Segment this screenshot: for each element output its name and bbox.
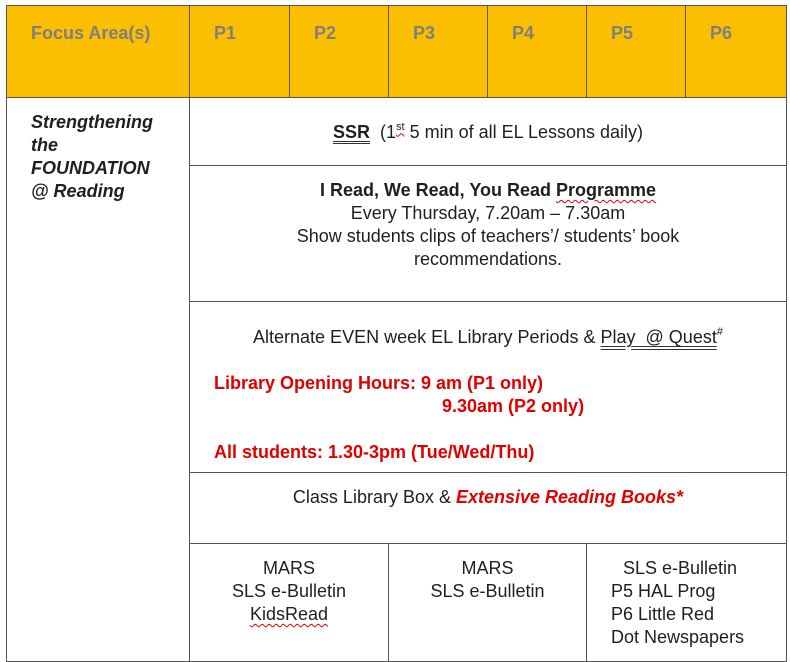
programme-title-b: Programme: [556, 180, 657, 200]
header-p3: P3: [389, 6, 488, 98]
extensive-reading: Extensive Reading Books*: [455, 487, 684, 507]
library-hours-p2: 9.30am (P2 only): [442, 396, 585, 416]
programme-title-a: I Read, We Read, You Read: [319, 180, 557, 200]
header-row: [7, 6, 787, 98]
resource-item: MARS: [262, 558, 315, 578]
header-p6: P6: [686, 6, 787, 98]
programme-description: Show students clips of teachers’/ students’ book: [296, 226, 680, 246]
focus-line: @ Reading: [31, 181, 125, 201]
header-focus-area: Focus Area(s): [7, 6, 190, 98]
programme-cell: [190, 166, 787, 302]
header-p1: P1: [190, 6, 290, 98]
play-at-quest: Play @ Quest: [600, 327, 717, 347]
programme-title: [190, 179, 786, 202]
ssr-open: (1: [369, 121, 396, 142]
class-box-label: Class Library Box &: [292, 487, 456, 507]
library-all-students: All students: 1.30-3pm (Tue/Wed/Thu): [214, 442, 535, 462]
resource-item: P6 Little Red: [611, 604, 715, 624]
ssr-rest: 5 min of all EL Lessons daily): [404, 121, 644, 142]
programme-description-2: recommendations.: [413, 249, 563, 269]
library-sup: #: [716, 326, 723, 338]
class-box-cell: [190, 473, 787, 544]
reading-programme-table: [6, 5, 787, 662]
library-opening-hours: Library Opening Hours: 9 am (P1 only): [214, 373, 544, 393]
library-cell: [190, 302, 787, 473]
header-p4: P4: [488, 6, 587, 98]
focus-line: the: [31, 135, 58, 155]
library-periods: [190, 321, 786, 349]
ssr-cell: [190, 98, 787, 166]
focus-line: FOUNDATION: [31, 158, 150, 178]
resource-item: SLS e-Bulletin: [430, 581, 545, 601]
resources-p5-p6: [587, 544, 787, 662]
resources-p3-p4: [389, 544, 587, 662]
ssr-row: [7, 98, 787, 166]
focus-area-cell: [7, 98, 190, 662]
resource-item: MARS: [461, 558, 514, 578]
programme-schedule: Every Thursday, 7.20am – 7.30am: [350, 203, 626, 223]
resource-item: P5 HAL Prog: [611, 581, 716, 601]
resource-item: SLS e-Bulletin: [231, 581, 347, 601]
resources-p1-p2: [190, 544, 389, 662]
resource-item: Dot Newspapers: [611, 627, 745, 647]
ssr-label: SSR: [332, 121, 370, 142]
resource-item: SLS e-Bulletin: [623, 558, 738, 578]
ssr-sup: st: [396, 120, 405, 133]
library-periods-text: Alternate EVEN week EL Library Periods &: [253, 327, 601, 347]
resource-item: KidsRead: [249, 604, 329, 624]
header-p5: P5: [587, 6, 686, 98]
header-p2: P2: [290, 6, 389, 98]
focus-line: Strengthening: [31, 112, 153, 132]
